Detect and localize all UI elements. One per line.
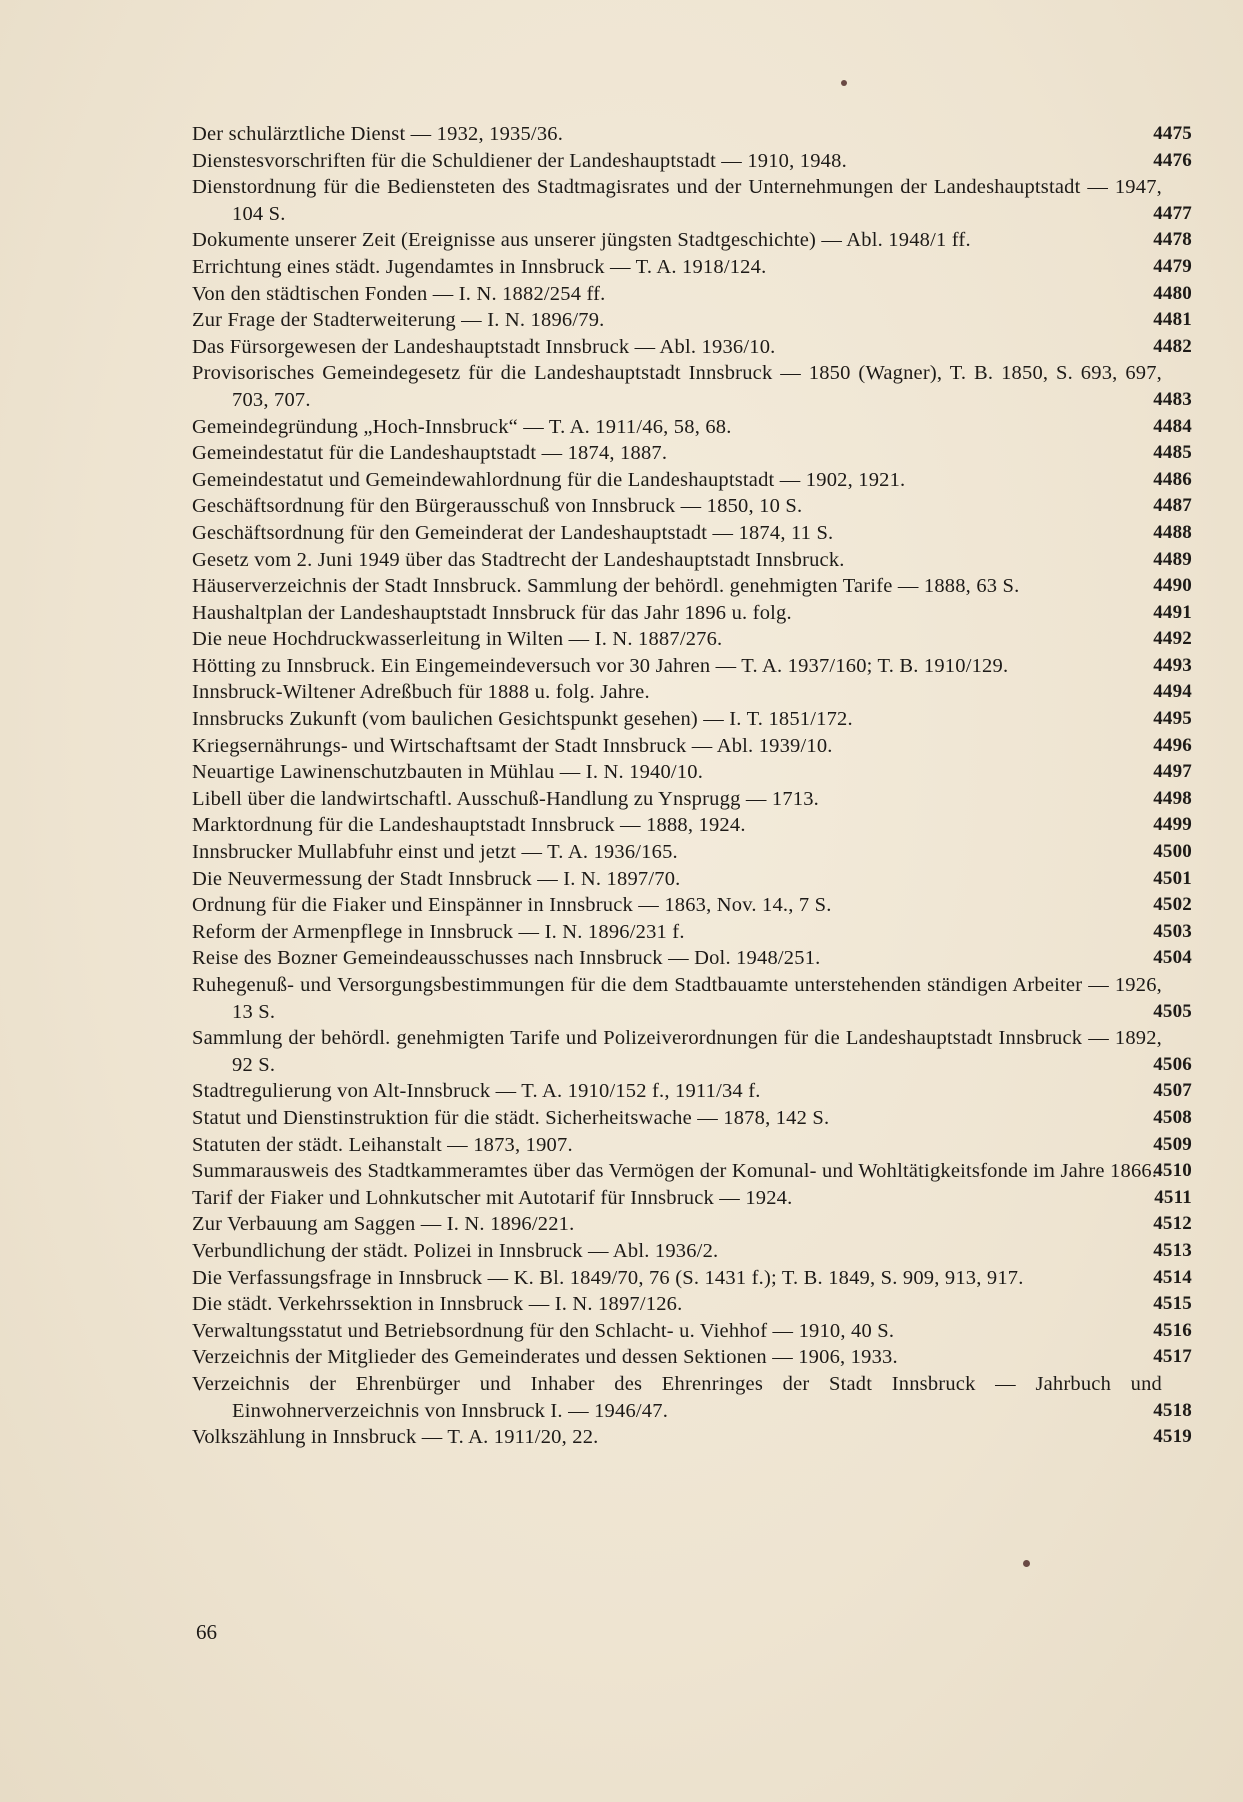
entry-number: 4500 xyxy=(1153,841,1192,863)
index-entry xyxy=(192,520,1192,547)
index-entry xyxy=(192,1344,1192,1371)
index-entry xyxy=(192,281,1192,308)
entry-title: Von den städtischen Fonden — I. N. 1882/254 ff. xyxy=(192,282,606,305)
paper-speck-top xyxy=(841,80,847,86)
index-entry xyxy=(192,653,1192,680)
entry-number: 4509 xyxy=(1153,1133,1192,1155)
entry-number: 4491 xyxy=(1153,601,1192,623)
entry-number: 4497 xyxy=(1153,761,1192,783)
index-entry xyxy=(192,839,1192,866)
entry-title: Ruhegenuß- und Versorgungsbestimmungen für die dem Stadtbauamte unterstehenden ständigen Arbeiter — 1926, 13 S. xyxy=(192,974,1162,1023)
entry-number: 4517 xyxy=(1153,1346,1192,1368)
entry-number: 4503 xyxy=(1153,920,1192,942)
index-entry xyxy=(192,334,1192,361)
index-entry xyxy=(192,1078,1192,1105)
index-entry xyxy=(192,227,1192,254)
entry-title: Dienstesvorschriften für die Schuldiener der Landeshauptstadt — 1910, 1948. xyxy=(192,149,847,172)
index-entry xyxy=(192,1238,1192,1265)
entry-title: Geschäftsordnung für den Gemeinderat der Landeshauptstadt — 1874, 11 S. xyxy=(192,521,834,544)
index-entry xyxy=(192,626,1192,653)
entry-number: 4494 xyxy=(1153,681,1192,703)
entry-number: 4476 xyxy=(1153,149,1192,171)
entry-number: 4480 xyxy=(1153,282,1192,304)
index-entry xyxy=(192,1105,1192,1132)
entry-title: Tarif der Fiaker und Lohnkutscher mit Autotarif für Innsbruck — 1924. xyxy=(192,1186,793,1209)
index-entry xyxy=(192,733,1192,760)
entry-number: 4484 xyxy=(1153,415,1192,437)
entry-number: 4489 xyxy=(1153,548,1192,570)
entry-title: Reise des Bozner Gemeindeausschusses nach Innsbruck — Dol. 1948/251. xyxy=(192,947,821,970)
index-entry xyxy=(192,1371,1192,1424)
entry-title: Das Fürsorgewesen der Landeshauptstadt Innsbruck — Abl. 1936/10. xyxy=(192,335,776,358)
index-entry xyxy=(192,972,1192,1025)
index-entry xyxy=(192,414,1192,441)
entry-title: Verzeichnis der Mitglieder des Gemeinderates und dessen Sektionen — 1906, 1933. xyxy=(192,1346,898,1369)
entry-number: 4479 xyxy=(1153,255,1192,277)
entry-number: 4492 xyxy=(1153,628,1192,650)
entry-number: 4499 xyxy=(1153,814,1192,836)
index-entry xyxy=(192,467,1192,494)
index-entry xyxy=(192,919,1192,946)
entry-title: Volkszählung in Innsbruck — T. A. 1911/20, 22. xyxy=(192,1426,599,1449)
index-entry xyxy=(192,1158,1192,1185)
entry-title: Marktordnung für die Landeshauptstadt Innsbruck — 1888, 1924. xyxy=(192,814,746,837)
entry-number: 4511 xyxy=(1154,1186,1192,1208)
entry-title: Zur Frage der Stadterweiterung — I. N. 1896/79. xyxy=(192,309,605,332)
index-entry xyxy=(192,706,1192,733)
index-entry xyxy=(192,254,1192,281)
index-entry xyxy=(192,440,1192,467)
index-entry xyxy=(192,679,1192,706)
entry-title: Die städt. Verkehrssektion in Innsbruck — I. N. 1897/126. xyxy=(192,1293,683,1316)
entry-number: 4519 xyxy=(1153,1426,1192,1448)
index-entry xyxy=(192,174,1192,227)
entry-title: Innsbrucker Mullabfuhr einst und jetzt — T. A. 1936/165. xyxy=(192,841,678,864)
entry-number: 4508 xyxy=(1153,1106,1192,1128)
index-entry xyxy=(192,1211,1192,1238)
index-entry xyxy=(192,573,1192,600)
entry-title: Die Verfassungsfrage in Innsbruck — K. Bl. 1849/70, 76 (S. 1431 f.); T. B. 1849, S. 909, 913, 917. xyxy=(192,1266,1024,1289)
index-entry xyxy=(192,892,1192,919)
index-entry xyxy=(192,1318,1192,1345)
entry-number: 4512 xyxy=(1153,1213,1192,1235)
entry-title: Statuten der städt. Leihanstalt — 1873, 1907. xyxy=(192,1133,573,1156)
entry-title: Sammlung der behördl. genehmigten Tarife und Polizeiverordnungen für die Landeshauptstadt Innsbruck — 1892, 92 S. xyxy=(192,1027,1162,1076)
index-entry xyxy=(192,759,1192,786)
entry-title: Statut und Dienstinstruktion für die städt. Sicherheitswache — 1878, 142 S. xyxy=(192,1106,830,1129)
entry-title: Innsbrucks Zukunft (vom baulichen Gesichtspunkt gesehen) — I. T. 1851/172. xyxy=(192,708,853,731)
entry-number: 4502 xyxy=(1153,894,1192,916)
entry-number: 4504 xyxy=(1153,947,1192,969)
entry-title: Dokumente unserer Zeit (Ereignisse aus unserer jüngsten Stadtgeschichte) — Abl. 1948/1 ff. xyxy=(192,229,971,252)
entry-title: Haushaltplan der Landeshauptstadt Innsbruck für das Jahr 1896 u. folg. xyxy=(192,601,792,624)
index-entry xyxy=(192,121,1192,148)
entry-title: Hötting zu Innsbruck. Ein Eingemeindeversuch vor 30 Jahren — T. A. 1937/160; T. B. 1910/129. xyxy=(192,654,1009,677)
index-entry xyxy=(192,148,1192,175)
entry-title: Geschäftsordnung für den Bürgerausschuß von Innsbruck — 1850, 10 S. xyxy=(192,495,803,518)
entry-title: Gemeindestatut für die Landeshauptstadt — 1874, 1887. xyxy=(192,442,668,465)
entry-number: 4475 xyxy=(1153,123,1192,144)
entry-number: 4498 xyxy=(1153,787,1192,809)
index-entry xyxy=(192,945,1192,972)
entry-title: Stadtregulierung von Alt-Innsbruck — T. A. 1910/152 f., 1911/34 f. xyxy=(192,1080,761,1103)
entry-title: Neuartige Lawinenschutzbauten in Mühlau — I. N. 1940/10. xyxy=(192,761,704,784)
index-entry-list xyxy=(192,121,1192,1451)
entry-title: Der schulärztliche Dienst — 1932, 1935/36. xyxy=(192,123,564,145)
index-entry xyxy=(192,866,1192,893)
entry-title: Die neue Hochdruckwasserleitung in Wilten — I. N. 1887/276. xyxy=(192,628,723,651)
index-entry xyxy=(192,493,1192,520)
entry-number: 4481 xyxy=(1153,309,1192,331)
entry-number: 4490 xyxy=(1153,575,1192,597)
entry-title: Ordnung für die Fiaker und Einspänner in Innsbruck — 1863, Nov. 14., 7 S. xyxy=(192,894,832,917)
entry-number: 4487 xyxy=(1153,495,1192,517)
entry-number: 4507 xyxy=(1153,1080,1192,1102)
entry-number: 4515 xyxy=(1153,1293,1192,1315)
entry-title: Dienstordnung für die Bediensteten des Stadtmagisrates und der Unternehmungen der Landeshauptstadt — 1947, 104 S. xyxy=(192,176,1162,225)
entry-title: Errichtung eines städt. Jugendamtes in Innsbruck — T. A. 1918/124. xyxy=(192,255,767,278)
entry-title: Summarausweis des Stadtkammeramtes über das Vermögen der Komunal- und Wohltätigkeitsfonde im Jahre 1866. xyxy=(192,1160,1158,1183)
index-entry xyxy=(192,307,1192,334)
entry-number: 4513 xyxy=(1153,1239,1192,1261)
index-entry xyxy=(192,360,1192,413)
entry-number: 4516 xyxy=(1153,1319,1192,1341)
page-number: 66 xyxy=(196,1620,217,1644)
entry-number: 4510 xyxy=(1153,1160,1192,1182)
paper-speck-bottom xyxy=(1023,1560,1030,1567)
entry-number: 4482 xyxy=(1153,335,1192,357)
entry-number: 4506 xyxy=(1153,1053,1192,1075)
index-entry xyxy=(192,812,1192,839)
index-entry xyxy=(192,1291,1192,1318)
index-entry xyxy=(192,786,1192,813)
entry-title: Verzeichnis der Ehrenbürger und Inhaber des Ehrenringes der Stadt Innsbruck — Jahrbuch und Einwohnerverzeichnis von Innsbruck I. — 1946/47. xyxy=(192,1372,1162,1422)
entry-title: Verwaltungsstatut und Betriebsordnung für den Schlacht- u. Viehhof — 1910, 40 S. xyxy=(192,1319,895,1342)
index-entry xyxy=(192,547,1192,574)
entry-title: Gesetz vom 2. Juni 1949 über das Stadtrecht der Landeshauptstadt Innsbruck. xyxy=(192,548,845,571)
entry-number: 4488 xyxy=(1153,521,1192,543)
index-entry xyxy=(192,1185,1192,1212)
entry-number: 4505 xyxy=(1153,1000,1192,1022)
entry-number: 4485 xyxy=(1153,442,1192,464)
entry-title: Innsbruck-Wiltener Adreßbuch für 1888 u. folg. Jahre. xyxy=(192,681,650,704)
entry-number: 4493 xyxy=(1153,654,1192,676)
entry-number: 4514 xyxy=(1153,1266,1192,1288)
index-entry xyxy=(192,600,1192,627)
entry-title: Reform der Armenpflege in Innsbruck — I. N. 1896/231 f. xyxy=(192,920,685,943)
entry-title: Gemeindegründung „Hoch-Innsbruck“ — T. A. 1911/46, 58, 68. xyxy=(192,415,732,438)
entry-title: Zur Verbauung am Saggen — I. N. 1896/221. xyxy=(192,1213,575,1236)
entry-number: 4477 xyxy=(1153,202,1192,224)
index-entry xyxy=(192,1132,1192,1159)
entry-number: 4518 xyxy=(1153,1399,1192,1421)
entry-number: 4501 xyxy=(1153,867,1192,889)
entry-title: Gemeindestatut und Gemeindewahlordnung für die Landeshauptstadt — 1902, 1921. xyxy=(192,468,906,491)
entry-number: 4495 xyxy=(1153,708,1192,730)
entry-number: 4478 xyxy=(1153,229,1192,251)
entry-number: 4486 xyxy=(1153,468,1192,490)
entry-title: Provisorisches Gemeindegesetz für die Landeshauptstadt Innsbruck — 1850 (Wagner), T. B. 1850, S. 693, 697, 703, 707. xyxy=(192,362,1162,411)
entry-title: Die Neuvermessung der Stadt Innsbruck — I. N. 1897/70. xyxy=(192,867,681,890)
index-entry xyxy=(192,1424,1192,1451)
entry-number: 4496 xyxy=(1153,734,1192,756)
index-entry xyxy=(192,1265,1192,1292)
entry-title: Kriegsernährungs- und Wirtschaftsamt der Stadt Innsbruck — Abl. 1939/10. xyxy=(192,734,833,757)
entry-number: 4483 xyxy=(1153,388,1192,410)
index-entry xyxy=(192,1025,1192,1078)
entry-title: Häuserverzeichnis der Stadt Innsbruck. Sammlung der behördl. genehmigten Tarife — 1888, 63 S. xyxy=(192,575,1020,598)
entry-title: Libell über die landwirtschaftl. Ausschuß-Handlung zu Ynsprugg — 1713. xyxy=(192,787,819,810)
entry-title: Verbundlichung der städt. Polizei in Innsbruck — Abl. 1936/2. xyxy=(192,1239,719,1262)
